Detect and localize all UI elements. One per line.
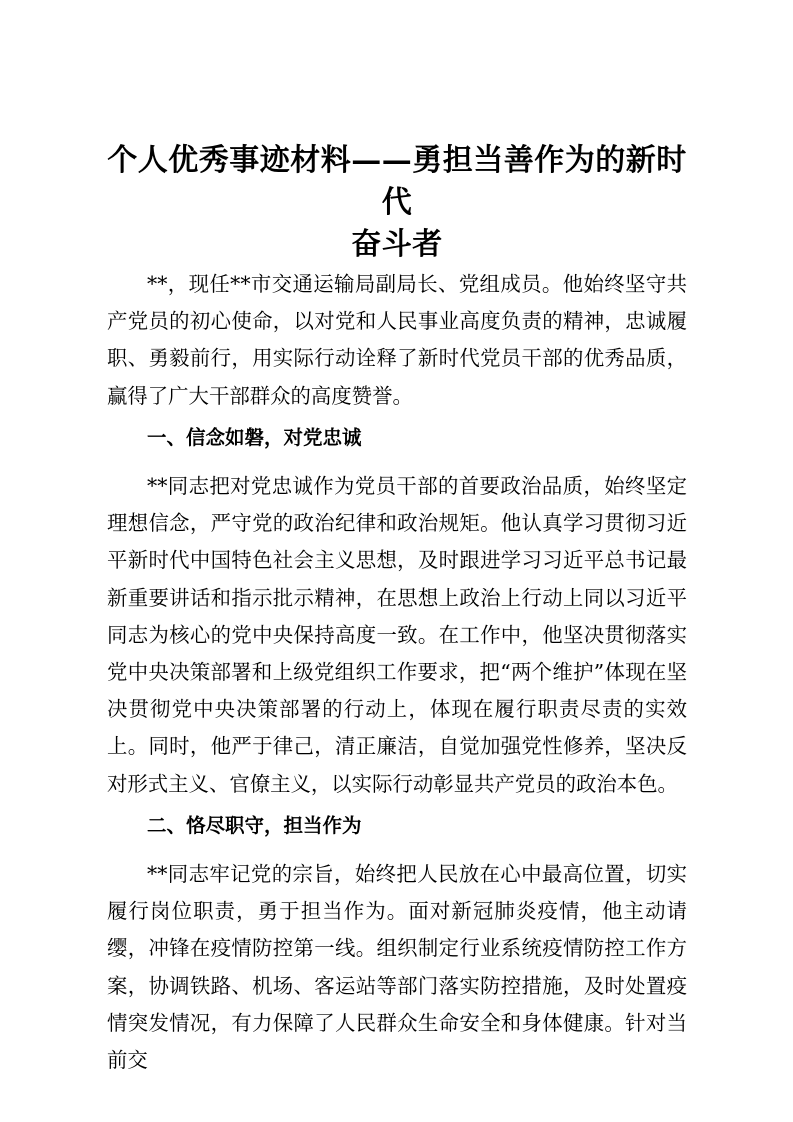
title-line-2: 奋斗者 bbox=[351, 227, 443, 262]
intro-paragraph: **，现任**市交通运输局副局长、党组成员。他始终坚守共产党员的初心使命，以对党和人民事业高度负责的精神，忠诚履职、勇毅前行，用实际行动诠释了新时代党员干部的优秀品质，赢得了广大干部群众的高度赞誉。 bbox=[107, 272, 687, 408]
section-1-paragraph: **同志把对党忠诚作为党员干部的首要政治品质，始终坚定理想信念，严守党的政治纪律和政治规矩。他认真学习贯彻习近平新时代中国特色社会主义思想，及时跟进学习习近平总书记最新重要讲话和指示批示精神，在思想上政治上行动上同以习近平同志为核心的党中央保持高度一致。在工作中，他坚决贯彻落实党中央决策部署和上级党组织工作要求，把“两个维护”体现在坚决贯彻党中央决策部署的行动上，体现在履行职责尽责的实效上。同时，他严于律己，清正廉洁，自觉加强党性修养，坚决反对形式主义、官僚主义，以实际行动彰显共产党员的政治本色。 bbox=[107, 474, 687, 796]
section-2-heading: 二、恪尽职守，担当作为 bbox=[147, 813, 362, 837]
section-1-heading: 一、信念如磐，对党忠诚 bbox=[147, 425, 362, 449]
document-title bbox=[107, 140, 687, 266]
section-2-paragraph: **同志牢记党的宗旨，始终把人民放在心中最高位置，切实履行岗位职责，勇于担当作为。面对新冠肺炎疫情，他主动请缨，冲锋在疫情防控第一线。组织制定行业系统疫情防控工作方案，协调铁路、机场、客运站等部门落实防控措施，及时处置疫情突发情况，有力保障了人民群众生命安全和身体健康。针对当前交 bbox=[107, 862, 687, 1073]
title-line-1: 个人优秀事迹材料——勇担当善作为的新时代 bbox=[107, 143, 687, 220]
document-body bbox=[107, 140, 687, 1079]
